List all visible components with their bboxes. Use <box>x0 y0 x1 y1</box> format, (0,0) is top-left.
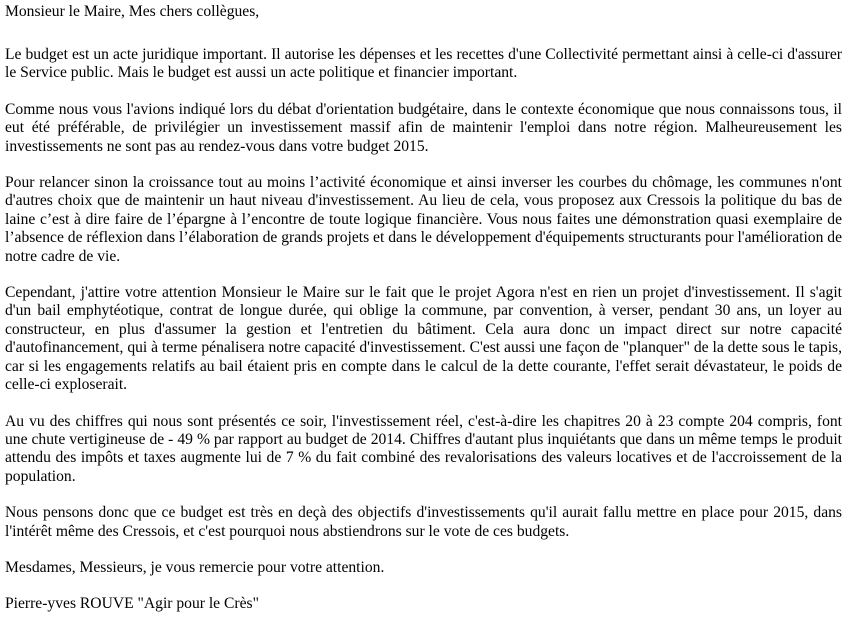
paragraph-conclusion: Nous pensons donc que ce budget est très en deçà des objectifs d'investissements qu'il aurait fallu mettre en place pour 2015, dans l'intérêt même des Cressois, et c'est pourquoi nous abstiendrons sur le vote de ces budgets. <box>5 504 842 540</box>
paragraph-investment-context: Comme nous vous l'avions indiqué lors du débat d'orientation budgétaire, dans le contexte économique que nous connaissons tous, il eut été préférable, de privilégier un investissement massif afin de maintenir l'emploi dans notre région. Malheureusement les investissements ne sont pas au rendez-vous dans votre budget 2015. <box>5 100 842 155</box>
spacer <box>5 83 842 101</box>
paragraph-figures: Au vu des chiffres qui nous sont présentés ce soir, l'investissement réel, c'est-à-dire les chapitres 20 à 23 compte 204 compris, font une chute vertigineuse de - 49 % par rapport au budget de 2014. Chiffres d'autant plus inquiétants que dans un même temps le produit attendu des impôts et taxes augmente lui de 7 % du fait combiné des revalorisations des valeurs locatives et de l'accroissement de la population. <box>5 412 842 485</box>
paragraph-budget-definition: Le budget est un acte juridique important. Il autorise les dépenses et les recettes d'une Collectivité permettant ainsi à celle-ci d'assurer le Service public. Mais le budget est aussi un acte politique et financier important. <box>5 46 842 82</box>
spacer <box>5 156 842 174</box>
spacer <box>5 266 842 284</box>
spacer <box>5 21 842 46</box>
spacer <box>5 577 842 595</box>
spacer <box>5 486 842 504</box>
closing-line: Mesdames, Messieurs, je vous remercie pour votre attention. <box>5 558 385 576</box>
spacer <box>5 541 842 559</box>
signature-line: Pierre-yves ROUVE "Agir pour le Crès" <box>5 595 259 613</box>
paragraph-economic-activity: Pour relancer sinon la croissance tout au moins l’activité économique et ainsi inverser les courbes du chômage, les communes n'ont d'autres choix que de maintenir un haut niveau d'investissement. Au lieu de cela, vous proposez aux Cressois la politique du bas de laine c’est à dire faire de l’épargne à l’encontre de toute logique financière. Vous nous faites une démonstration quasi exemplaire de l’absence de réflexion dans l’élaboration de grands projets et dans le développement d'équipements structurants pour l'amélioration de notre cadre de vie. <box>5 174 843 265</box>
greeting-line: Monsieur le Maire, Mes chers collègues, <box>5 3 260 20</box>
paragraph-agora-project: Cependant, j'attire votre attention Monsieur le Maire sur le fait que le projet Agora n'est en rien un projet d'investissement. Il s'agit d'un bail emphytéotique, contrat de longue durée, qui oblige la commune, par convention, à verser, pendant 30 ans, un loyer au constructeur, en plus d'assumer la gestion et l'entretien du bâtiment. Cela aura donc un impact direct sur notre capacité d'autofinancement, qui à terme pénalisera notre capacité d'investissement. C'est aussi une façon de "planquer" de la dette sous le tapis, car si les engagements relatifs au bail étaient pris en compte dans le calcul de la dette courante, l'effet serait dévastateur, le poids de celle-ci exploserait. <box>5 284 842 394</box>
spacer <box>5 395 842 413</box>
